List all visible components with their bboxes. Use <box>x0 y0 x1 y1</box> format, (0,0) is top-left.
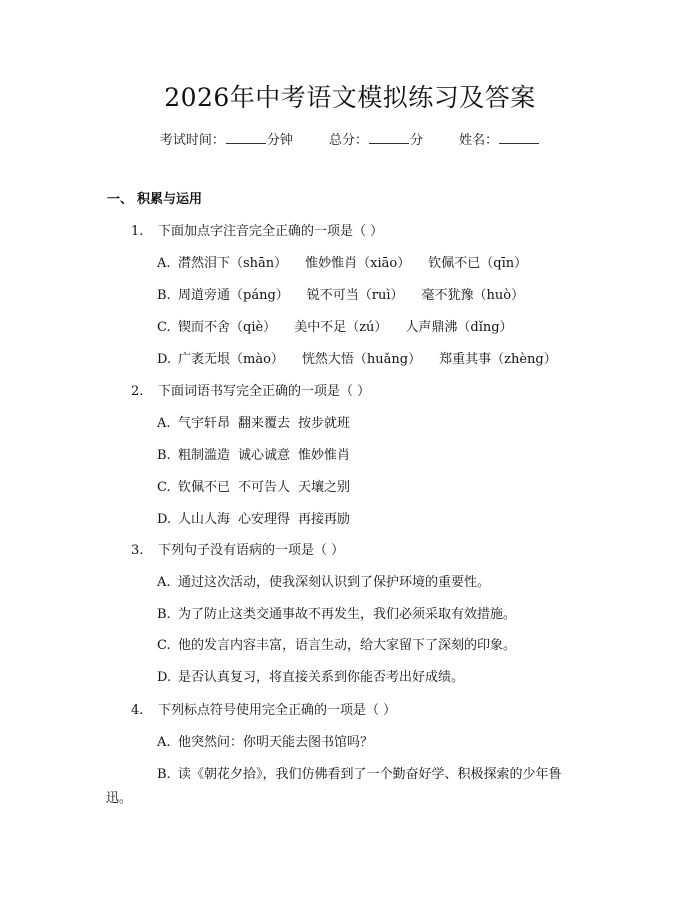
total-score-blank <box>369 130 409 144</box>
option-letter: D. <box>157 512 172 527</box>
total-score-unit: 分 <box>410 133 424 148</box>
q4-option-b <box>157 765 562 785</box>
question-1-stem <box>131 222 383 242</box>
q3-option-b <box>157 605 516 625</box>
option-item: 周道旁通（páng） <box>178 288 289 303</box>
q1-option-d <box>157 350 557 370</box>
option-text: 读《朝花夕拾》，我们仿佛看到了一个勤奋好学、积极探索的少年鲁 <box>178 767 562 782</box>
option-item: 惟妙惟肖（xiāo） <box>305 256 411 271</box>
option-item: 钦佩不已（qīn） <box>428 256 528 271</box>
option-letter: A. <box>157 575 171 590</box>
exam-time-blank <box>226 130 266 144</box>
option-text: 通过这次活动，使我深刻认识到了保护环境的重要性。 <box>178 575 491 590</box>
option-letter: C. <box>157 638 171 653</box>
exam-info-line <box>0 130 700 151</box>
question-number: 2. <box>131 384 144 399</box>
q1-option-c <box>157 318 513 338</box>
option-letter: C. <box>157 480 171 495</box>
q1-option-a <box>157 254 527 274</box>
option-item: 恍然大悟（huǎng） <box>301 352 422 367</box>
total-score-label: 总分： <box>328 133 368 148</box>
question-text: 下面加点字注音完全正确的一项是（ ） <box>158 224 384 239</box>
question-number: 4. <box>131 703 144 718</box>
option-letter: C. <box>157 320 171 335</box>
option-word: 气宇轩昂 <box>178 416 231 431</box>
option-letter: B. <box>157 448 171 463</box>
option-text: 他的发言内容丰富，语言生动，给大家留下了深刻的印象。 <box>178 638 517 653</box>
section-number: 一、 <box>107 192 134 207</box>
question-text: 下面词语书写完全正确的一项是（ ） <box>158 384 371 399</box>
question-2-stem <box>131 382 370 402</box>
option-text: 他突然问：你明天能去图书馆吗？ <box>178 735 374 750</box>
exam-time-label: 考试时间： <box>159 133 225 148</box>
section-heading <box>107 190 202 210</box>
option-letter: B. <box>157 607 171 622</box>
option-word: 翻来覆去 <box>238 416 291 431</box>
option-item: 毫不犹豫（huò） <box>421 288 525 303</box>
q3-option-c <box>157 636 516 656</box>
question-text: 下列标点符号使用完全正确的一项是（ ） <box>158 703 397 718</box>
question-number: 3. <box>131 543 144 558</box>
question-3-stem <box>131 541 344 561</box>
option-word: 惟妙惟肖 <box>298 448 351 463</box>
option-word: 按步就班 <box>298 416 351 431</box>
student-name-field <box>459 130 540 151</box>
page-title: 2026年中考语文模拟练习及答案 <box>164 83 536 112</box>
q1-option-b <box>157 286 524 306</box>
option-text: 为了防止这类交通事故不再发生，我们必须采取有效措施。 <box>178 607 517 622</box>
option-item: 广袤无垠（mào） <box>178 352 284 367</box>
option-letter: D. <box>157 352 172 367</box>
option-letter: A. <box>157 735 171 750</box>
q2-option-a <box>157 414 350 434</box>
option-word: 人山人海 <box>178 512 231 527</box>
option-letter: B. <box>157 288 171 303</box>
student-name-label: 姓名： <box>459 133 499 148</box>
option-word: 诚心诚意 <box>238 448 291 463</box>
option-letter: A. <box>157 256 171 271</box>
option-word: 心安理得 <box>238 512 291 527</box>
option-word: 粗制滥造 <box>178 448 231 463</box>
option-word: 再接再励 <box>298 512 351 527</box>
option-item: 锐不可当（ruì） <box>306 288 404 303</box>
option-item: 锲而不舍（qiè） <box>178 320 277 335</box>
question-4-stem <box>131 701 396 721</box>
q3-option-d <box>157 668 464 688</box>
q2-option-d <box>157 510 350 530</box>
option-text: 是否认真复习，将直接关系到你能否考出好成绩。 <box>178 670 465 685</box>
option-item: 人声鼎沸（dǐng） <box>405 320 513 335</box>
option-letter: A. <box>157 416 171 431</box>
option-letter: D. <box>157 670 172 685</box>
option-letter: B. <box>157 767 171 782</box>
exam-time-unit: 分钟 <box>266 133 293 148</box>
question-text: 下列句子没有语病的一项是（ ） <box>158 543 345 558</box>
exam-time-field <box>160 130 293 151</box>
q2-option-c <box>157 478 350 498</box>
q4-option-a <box>157 733 373 753</box>
q2-option-b <box>157 446 350 466</box>
option-item: 郑重其事（zhèng） <box>439 352 557 367</box>
option-word: 钦佩不已 <box>178 480 231 495</box>
option-item: 潸然泪下（shān） <box>178 256 288 271</box>
total-score-field <box>329 130 423 151</box>
option-item: 美中不足（zú） <box>294 320 388 335</box>
q3-option-a <box>157 573 490 593</box>
option-word: 不可告人 <box>238 480 291 495</box>
option-word: 天壤之别 <box>298 480 351 495</box>
section-title: 积累与运用 <box>137 192 203 207</box>
question-number: 1. <box>131 224 144 239</box>
student-name-blank <box>499 130 539 144</box>
q4-option-b-continuation: 迅。 <box>106 791 133 806</box>
